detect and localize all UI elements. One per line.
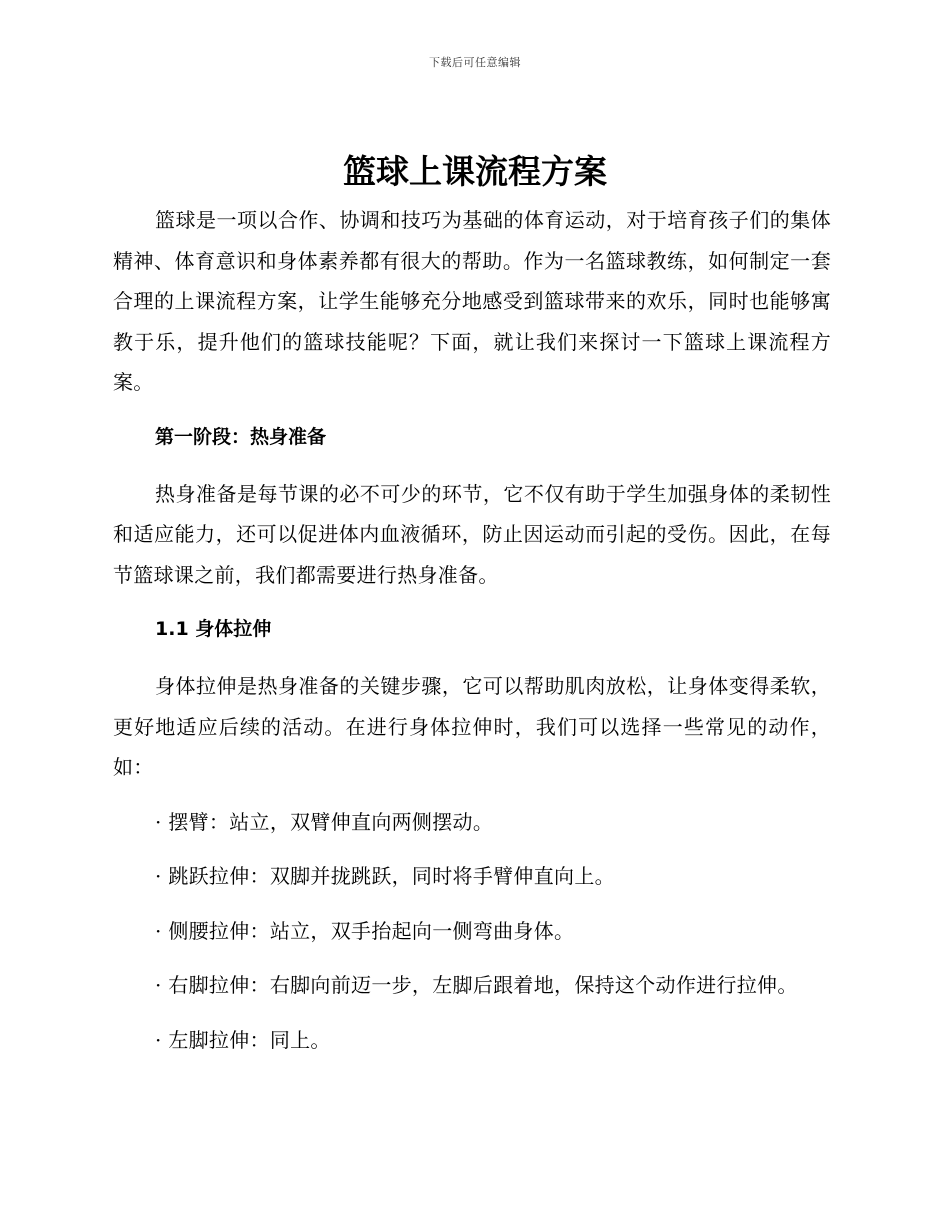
spacer <box>113 457 831 474</box>
stage1-paragraph: 热身准备是每节课的必不可少的环节，它不仅有助于学生加强身体的柔韧性和适应能力，还可以促进体内血液循环，防止因运动而引起的受伤。因此，在每节篮球课之前，我们都需要进行热身准备。 <box>113 481 831 587</box>
spacer <box>113 897 831 911</box>
spacer <box>113 951 831 965</box>
spacer <box>113 649 831 666</box>
intro-paragraph: 篮球是一项以合作、协调和技巧为基础的体育运动，对于培育孩子们的集体精神、体育意识和身体素养都有很大的帮助。作为一名篮球教练，如何制定一套合理的上课流程方案，让学生能够充分地感受到篮球带来的欢乐，同时也能够寓教于乐，提升他们的篮球技能呢？下面，就让我们来探讨一下篮球上课流程方案。 <box>113 208 831 394</box>
list-item: · 左脚拉伸：同上。 <box>155 1027 331 1052</box>
section-1-1-heading: 1.1 身体拉伸 <box>155 618 272 640</box>
list-item: · 右脚拉伸：右脚向前迈一步，左脚后跟着地，保持这个动作进行拉伸。 <box>155 973 798 997</box>
section-1-1-paragraph: 身体拉伸是热身准备的关键步骤，它可以帮助肌肉放松，让身体变得柔软，更好地适应后续的活动。在进行身体拉伸时，我们可以选择一些常见的动作，如： <box>113 674 831 779</box>
list-item: · 摆臂：站立，双臂伸直向两侧摆动。 <box>155 809 494 834</box>
list-item: · 侧腰拉伸：站立，双手抬起向一侧弯曲身体。 <box>155 918 575 943</box>
document-body <box>113 200 831 1060</box>
spacer <box>113 595 831 609</box>
header-note: 下载后可任意编辑 <box>429 56 521 69</box>
spacer <box>113 1006 831 1020</box>
spacer <box>113 403 831 417</box>
document-title: 篮球上课流程方案 <box>343 152 607 191</box>
stage1-heading: 第一阶段：热身准备 <box>155 425 327 448</box>
spacer <box>113 788 831 802</box>
spacer <box>113 842 831 856</box>
list-item: · 跳跃拉伸：双脚并拢跳跃，同时将手臂伸直向上。 <box>155 864 615 888</box>
